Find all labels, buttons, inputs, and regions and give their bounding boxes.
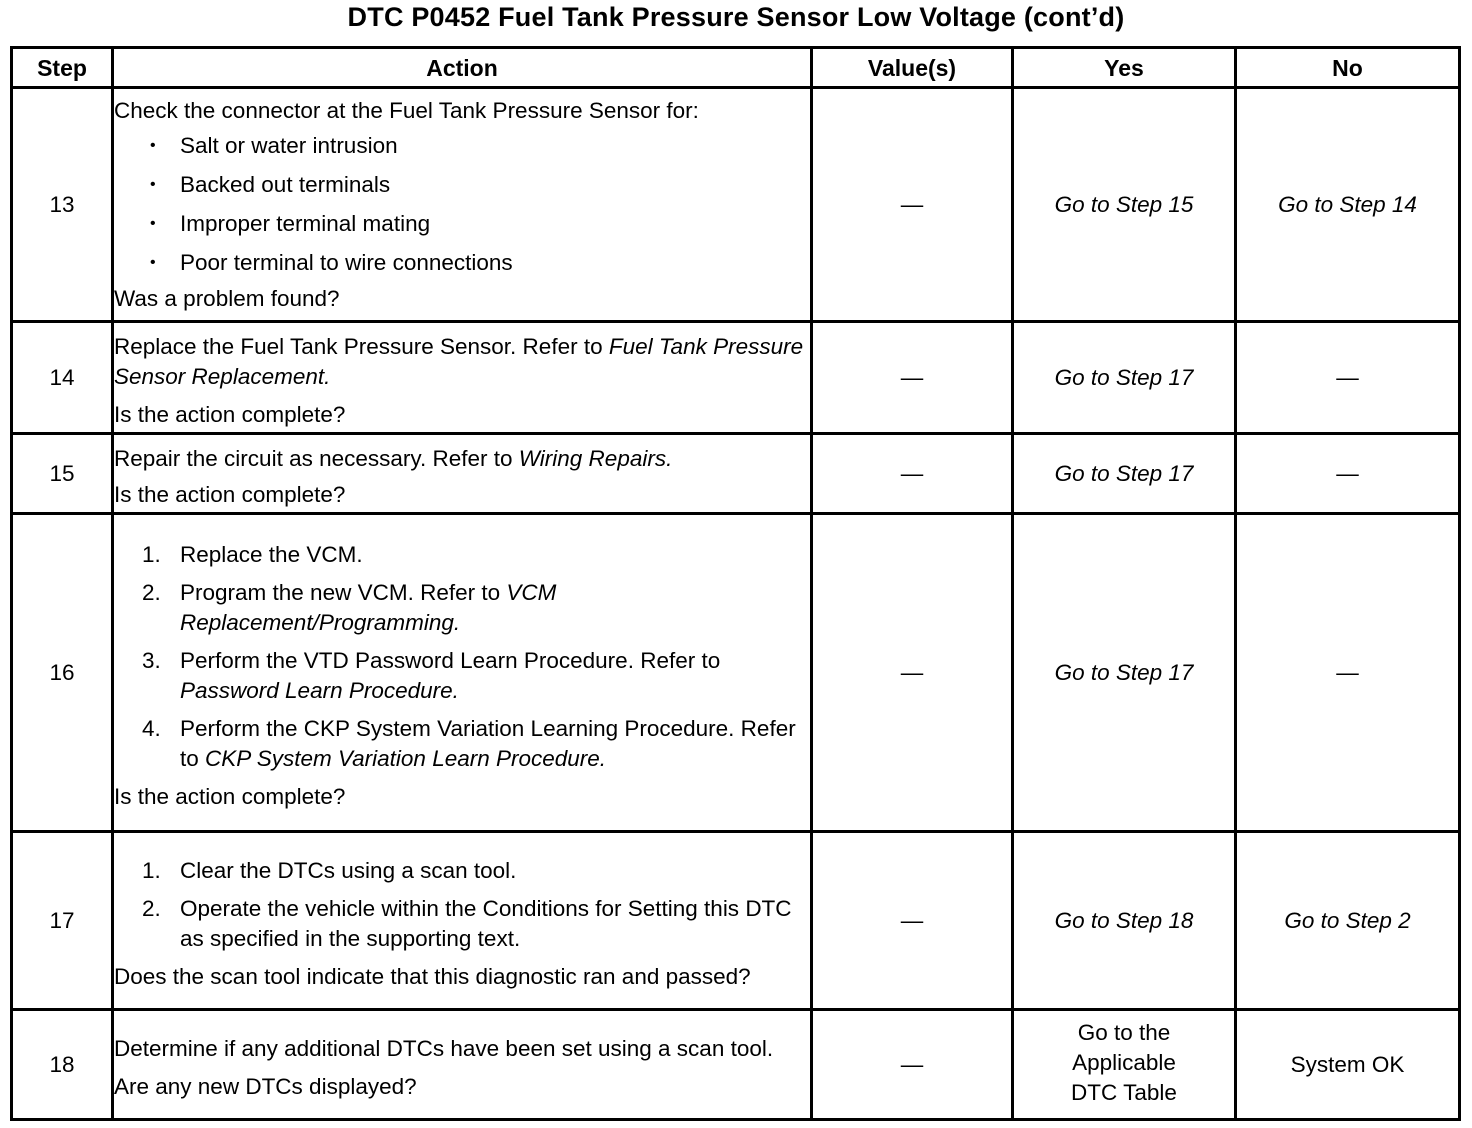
bullet-list xyxy=(114,126,810,282)
list-item: • Backed out terminals xyxy=(114,165,810,204)
dash: — xyxy=(1336,364,1359,390)
table-row-step-18 xyxy=(12,1010,1460,1120)
reference-link: VCM Replacement/Programming. xyxy=(180,579,557,635)
item-number: 2. xyxy=(142,579,161,605)
reference-link: Password Learn Procedure. xyxy=(180,677,459,703)
item-text: Operate the vehicle within the Conditions for Setting this DTC as specified in the supporting text. xyxy=(180,895,792,951)
action-cell xyxy=(113,322,812,434)
table-row-step-16 xyxy=(12,514,1460,832)
item-text: Replace the VCM. xyxy=(180,541,363,567)
yes-cell: Go to the Applicable DTC Table xyxy=(1013,1010,1236,1120)
action-cell xyxy=(113,1010,812,1120)
table-row-step-17 xyxy=(12,832,1460,1010)
action-instruction: Repair the circuit as necessary. Refer to xyxy=(114,445,519,471)
header-action: Action xyxy=(113,48,812,88)
step-number: 13 xyxy=(12,88,113,322)
table-header-row xyxy=(12,48,1460,88)
item-number: 4. xyxy=(142,715,161,741)
list-item: • Poor terminal to wire connections xyxy=(114,243,810,282)
step-number: 18 xyxy=(12,1010,113,1120)
item-number: 2. xyxy=(142,895,161,921)
reference-link: Fuel Tank Pressure Sensor Replacement. xyxy=(114,333,804,389)
table-row-step-13 xyxy=(12,88,1460,322)
list-item xyxy=(114,540,810,570)
value-cell xyxy=(812,832,1013,1010)
dash: — xyxy=(900,907,924,933)
numbered-list xyxy=(114,856,810,954)
item-text: Perform the VTD Password Learn Procedure. Refer to xyxy=(180,647,721,673)
diagnostic-table xyxy=(10,46,1461,1121)
action-instruction: Replace the Fuel Tank Pressure Sensor. Refer to xyxy=(114,333,609,359)
dash: — xyxy=(1336,659,1359,685)
value-cell xyxy=(812,514,1013,832)
page-title: DTC P0452 Fuel Tank Pressure Sensor Low Voltage (cont’d) xyxy=(347,2,1125,32)
no-cell xyxy=(1236,434,1460,514)
no-cell: System OK xyxy=(1236,1010,1460,1120)
no-cell xyxy=(1236,514,1460,832)
yes-cell: Go to Step 17 xyxy=(1013,322,1236,434)
value-cell xyxy=(812,322,1013,434)
yes-cell: Go to Step 17 xyxy=(1013,434,1236,514)
header-no: No xyxy=(1236,48,1460,88)
list-item xyxy=(114,856,810,886)
reference-link: CKP System Variation Learn Procedure. xyxy=(205,745,607,771)
step-number: 17 xyxy=(12,832,113,1010)
header-step: Step xyxy=(12,48,113,88)
value-cell xyxy=(812,434,1013,514)
item-number: 3. xyxy=(142,647,161,673)
table-row-step-15 xyxy=(12,434,1460,514)
list-item: • Improper terminal mating xyxy=(114,204,810,243)
item-text: Program the new VCM. Refer to xyxy=(180,579,507,605)
action-text: Determine if any additional DTCs have been set using a scan tool. xyxy=(114,1035,774,1061)
header-yes: Yes xyxy=(1013,48,1236,88)
table-row-step-14 xyxy=(12,322,1460,434)
dash: — xyxy=(900,364,924,390)
action-question: Are any new DTCs displayed? xyxy=(114,1073,417,1099)
list-item xyxy=(114,578,810,638)
item-text: Perform the CKP System Variation Learning Procedure. Refer to xyxy=(180,715,796,771)
action-cell xyxy=(113,434,812,514)
action-cell xyxy=(113,514,812,832)
item-number: 1. xyxy=(142,857,161,883)
action-intro: Check the connector at the Fuel Tank Pressure Sensor for: xyxy=(114,97,699,123)
list-item xyxy=(114,646,810,706)
yes-cell: Go to Step 15 xyxy=(1013,88,1236,322)
action-question: Does the scan tool indicate that this diagnostic ran and passed? xyxy=(114,963,751,989)
yes-cell: Go to Step 17 xyxy=(1013,514,1236,832)
list-item: • Salt or water intrusion xyxy=(114,126,810,165)
dash: — xyxy=(900,659,924,685)
action-question: Is the action complete? xyxy=(114,783,346,809)
no-cell xyxy=(1236,322,1460,434)
item-text: Clear the DTCs using a scan tool. xyxy=(180,857,517,883)
action-text xyxy=(114,332,810,392)
value-cell xyxy=(812,1010,1013,1120)
dash: — xyxy=(900,1051,924,1077)
action-cell xyxy=(113,832,812,1010)
item-number: 1. xyxy=(142,541,161,567)
no-cell: Go to Step 2 xyxy=(1236,832,1460,1010)
action-cell xyxy=(113,88,812,322)
value-cell xyxy=(812,88,1013,322)
reference-link: Wiring Repairs. xyxy=(518,445,673,471)
action-question: Is the action complete? xyxy=(114,401,346,427)
no-cell: Go to Step 14 xyxy=(1236,88,1460,322)
list-item xyxy=(114,714,810,774)
list-item xyxy=(114,894,810,954)
numbered-list xyxy=(114,540,810,774)
dash: — xyxy=(900,191,924,217)
yes-cell: Go to Step 18 xyxy=(1013,832,1236,1010)
dash: — xyxy=(900,460,924,486)
step-number: 15 xyxy=(12,434,113,514)
action-text xyxy=(114,444,810,474)
dash: — xyxy=(1336,460,1359,486)
action-question: Was a problem found? xyxy=(114,285,340,311)
action-question: Is the action complete? xyxy=(114,481,346,507)
header-values: Value(s) xyxy=(812,48,1013,88)
step-number: 14 xyxy=(12,322,113,434)
step-number: 16 xyxy=(12,514,113,832)
